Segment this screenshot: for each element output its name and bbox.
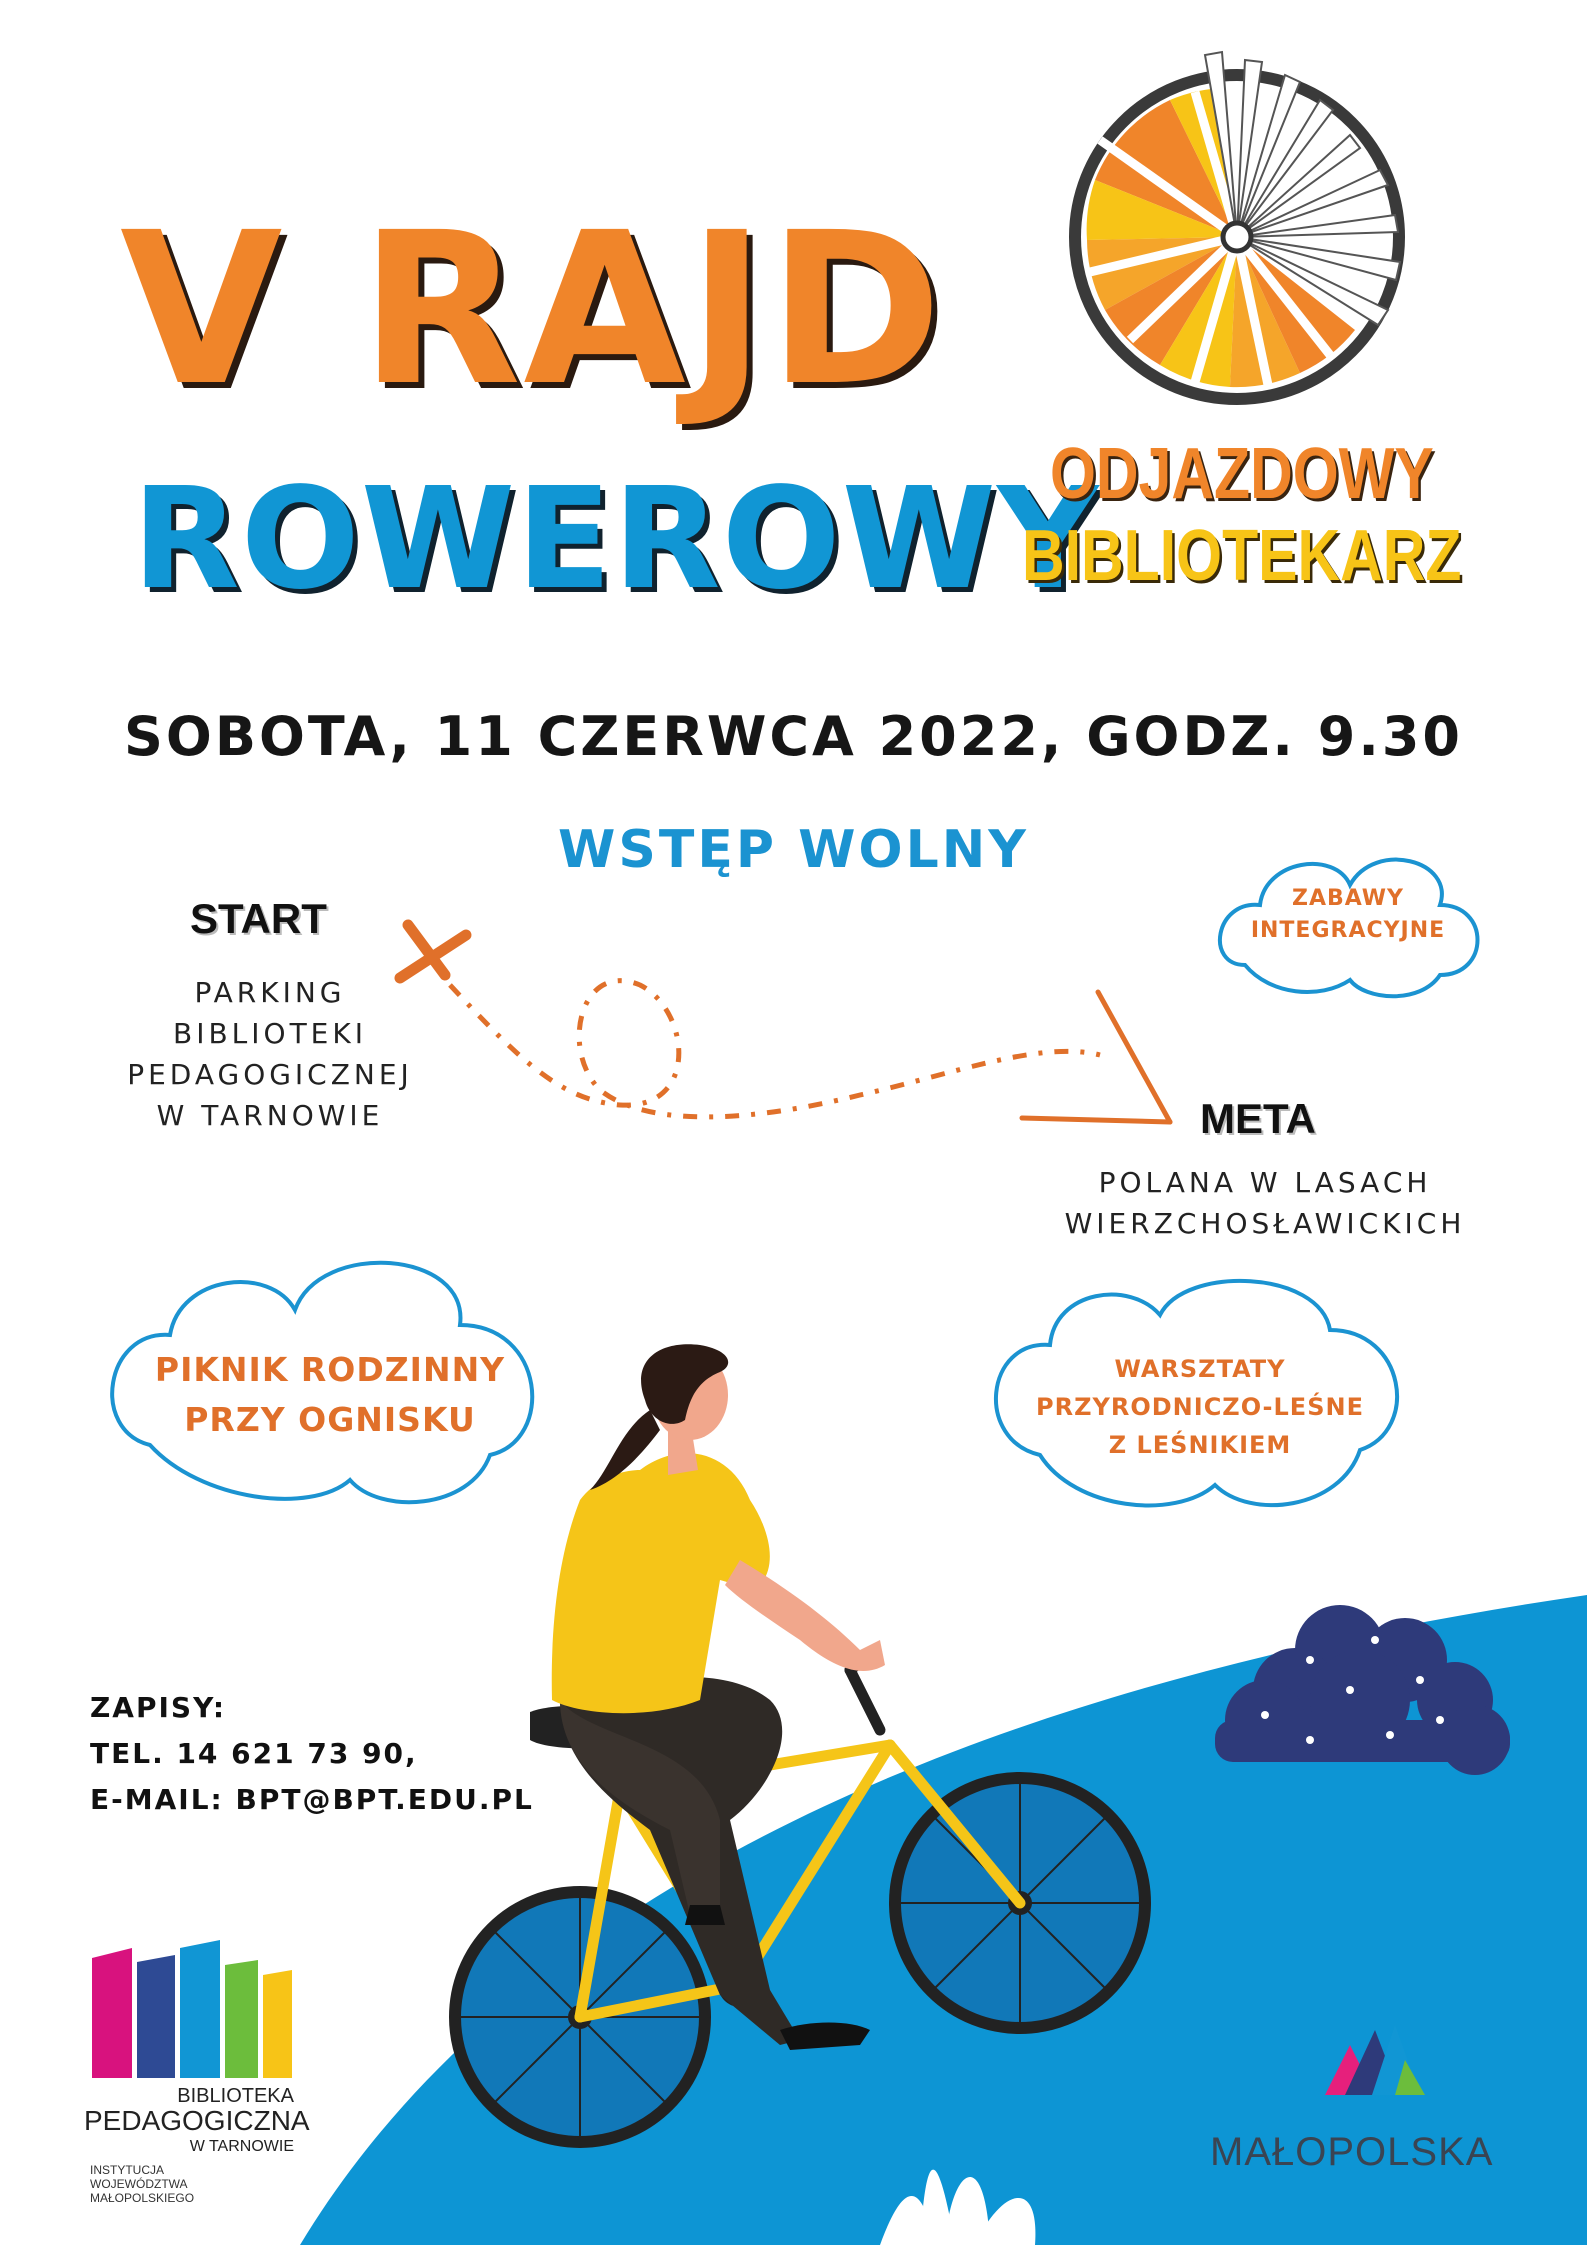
signup-email: E-MAIL: BPT@BPT.EDU.PL [90, 1783, 534, 1816]
cloud-line: PRZYRODNICZO-LEŚNE [1036, 1393, 1364, 1421]
brand-line2: BIBLIOTEKARZ [1022, 516, 1462, 596]
library-logo-line2: PEDAGOGICZNA [84, 2105, 310, 2136]
arrow-icon [1022, 992, 1170, 1122]
cloud-line: PIKNIK RODZINNY [154, 1350, 506, 1389]
region-logo-text: MAŁOPOLSKA [1210, 2130, 1494, 2174]
library-logo-line3: W TARNOWIE [189, 2138, 294, 2155]
finish-line: WIERZCHOSŁAWICKICH [1064, 1207, 1466, 1240]
library-books-icon [92, 1940, 292, 2078]
finish-location [1030, 1162, 1500, 1244]
title-line1: V RAJD [120, 187, 945, 432]
start-label: START [190, 895, 327, 942]
cloud-line: WARSZTATY [1114, 1355, 1286, 1383]
cloud-line: INTEGRACYJNE [1250, 918, 1446, 943]
cloud-line: Z LEŚNIKIEM [1108, 1431, 1292, 1459]
cloud-games-text [1228, 883, 1468, 947]
start-location [95, 972, 445, 1136]
entry-info: WSTĘP WOLNY [558, 820, 1029, 880]
cloud-line: ZABAWY [1292, 886, 1404, 911]
library-logo-note [90, 2163, 230, 2205]
brand-line1: ODJAZDOWY [1050, 434, 1434, 514]
finish-line: POLANA W LASACH [1098, 1166, 1432, 1199]
route-path [450, 981, 1100, 1117]
signup-phone: TEL. 14 621 73 90, [90, 1737, 418, 1770]
note-line: INSTYTUCJA [90, 2163, 165, 2177]
start-mark-icon [400, 925, 466, 978]
finish-label: META [1200, 1095, 1316, 1142]
start-line: BIBLIOTEKI [173, 1017, 367, 1050]
note-line: MAŁOPOLSKIEGO [90, 2191, 195, 2205]
start-line: PARKING [194, 976, 346, 1009]
signup-info [90, 1685, 534, 1823]
cloud-workshops-text [1010, 1350, 1390, 1464]
title-line2: ROWEROWY [132, 458, 1100, 621]
cloud-line: PRZY OGNISKU [184, 1400, 476, 1439]
start-line: PEDAGOGICZNEJ [127, 1058, 413, 1091]
start-line: W TARNOWIE [156, 1099, 384, 1132]
wheel-book-logo-icon [1075, 52, 1400, 399]
note-line: WOJEWÓDZTWA [90, 2177, 188, 2191]
cloud-picnic-text [130, 1345, 530, 1445]
signup-label: ZAPISY: [90, 1691, 227, 1724]
event-date: SOBOTA, 11 CZERWCA 2022, GODZ. 9.30 [124, 705, 1463, 768]
library-logo-line1: BIBLIOTEKA [177, 2085, 294, 2107]
